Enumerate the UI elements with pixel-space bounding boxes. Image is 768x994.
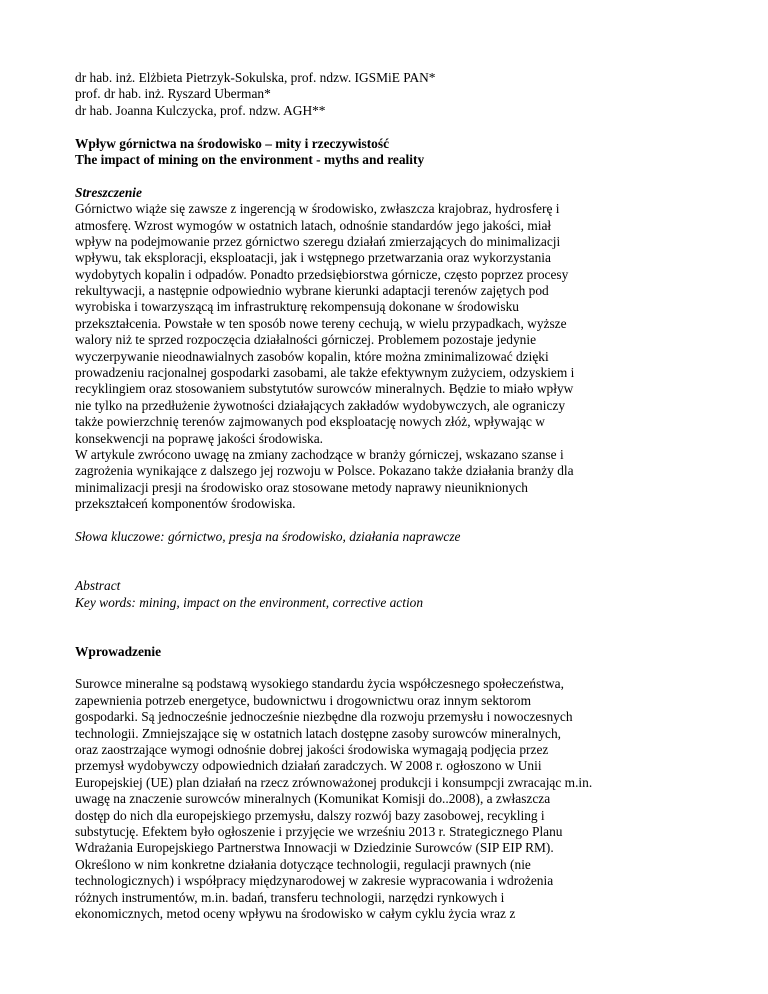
keywords-polish: Słowa kluczowe: górnictwo, presja na środowisko, działania naprawcze: [75, 528, 461, 544]
introduction-line: technologicznych) i współpracy międzynarodowej w zakresie wypracowania i wdrożenia: [75, 873, 554, 889]
introduction-line: przemysł wydobywczy odpowiednich działań zaradczych. W 2008 r. ogłoszono w Unii: [75, 758, 542, 774]
introduction-section: [75, 644, 707, 923]
introduction-line: substytucję. Efektem było ogłoszenie i przyjęcie we wrześniu 2013 r. Strategicznego Planu: [75, 823, 563, 839]
summary-line: przekształcenia. Powstałe w ten sposób nowe tereny cechują, w wielu przypadkach, wyższe: [75, 315, 567, 331]
title-polish: Wpływ górnictwa na środowisko – mity i rzeczywistość: [75, 135, 390, 151]
introduction-line: ekonomicznych, metod oceny wpływu na środowisko w całym cyklu życia wraz z: [75, 905, 516, 921]
summary-line: recyklingiem oraz stosowaniem substytutów surowców mineralnych. Będzie to miało wpływ: [75, 381, 574, 397]
summary-line: wpływu, tak eksploracji, eksploatacji, jak i wstępnego przetwarzania oraz wykorzystania: [75, 250, 551, 266]
introduction-line: Surowce mineralne są podstawą wysokiego standardu życia współczesnego społeczeństwa,: [75, 676, 564, 692]
summary-line: Górnictwo wiąże się zawsze z ingerencją w środowisko, zwłaszcza krajobraz, hydrosferę i: [75, 201, 560, 217]
summary-line: konsekwencji na poprawę jakości środowiska.: [75, 430, 324, 446]
introduction-line: technologii. Zmniejszające się w ostatnich latach dostępne zasoby surowców mineralnych,: [75, 725, 561, 741]
author-block: [75, 70, 707, 119]
summary-section: [75, 185, 707, 513]
summary-line: wpływ na podejmowanie przez górnictwo szeregu działań zmierzających do minimalizacji: [75, 233, 561, 249]
introduction-line: Europejskiej (UE) plan działań na rzecz zrównoważonej produkcji i konsumpcji zwracając m.in.: [75, 774, 593, 790]
summary-line: atmosferę. Wzrost wymogów w ostatnich latach, odnośnie standardów jego jakości, miał: [75, 217, 552, 233]
introduction-line: dostęp do nich dla europejskiego przemysłu, dalszy rozwój bazy zasobowej, recykling i: [75, 807, 545, 823]
summary-line: nie tylko na przedłużenie żywotności działających zakładów wydobywczych, ale ograniczy: [75, 397, 566, 413]
summary-line: prowadzeniu racjonalnej gospodarki zasobami, ale także efektywnym zużyciem, odzyskiem i: [75, 365, 575, 381]
introduction-heading: Wprowadzenie: [75, 643, 162, 659]
summary-line: minimalizacji presji na środowisko oraz stosowane metody naprawy nieuniknionych: [75, 479, 528, 495]
introduction-line: Określono w nim konkretne działania dotyczące technologii, regulacji prawnych (nie: [75, 856, 531, 872]
title-block: [75, 136, 707, 169]
summary-line: wyrobiska i towarzyszącą im infrastrukturę rekompensują dokonane w środowisku: [75, 299, 520, 315]
summary-line: W artykule zwrócono uwagę na zmiany zachodzące w branży górniczej, wskazano szanse i: [75, 446, 564, 462]
summary-line: wydobytych kopalin i odpadów. Ponadto przedsiębiorstwa górnicze, często poprzez procesy: [75, 266, 569, 282]
abstract-heading: Abstract: [75, 578, 121, 594]
summary-line: rekultywacji, a następnie odpowiednio wybrane kierunki adaptacji terenów zajętych pod: [75, 283, 549, 299]
keywords-english: Key words: mining, impact on the environment, corrective action: [75, 594, 424, 610]
introduction-line: oraz zaostrzające wymogi odnośnie dobrej jakości środowiska wymagają podjęcia przez: [75, 742, 549, 758]
summary-line: także powierzchnię terenów zajmowanych pod eksploatację nowych złóż, wpływając w: [75, 414, 545, 430]
introduction-line: uwagę na znaczenie surowców mineralnych (Komunikat Komisji do..2008), a zwłaszcza: [75, 791, 551, 807]
summary-line: wyczerpywanie nieodnawialnych zasobów kopalin, które można zminimalizować dzięki: [75, 348, 549, 364]
summary-heading: Streszczenie: [75, 184, 142, 200]
abstract-section: [75, 578, 707, 611]
introduction-line: zapewnienia potrzeb energetyce, budownictwu i drogownictwu oraz innym sektorom: [75, 692, 532, 708]
author-line: prof. dr hab. inż. Ryszard Uberman*: [75, 86, 271, 102]
summary-line: walory niż te sprzed rozpoczęcia działalności górniczej. Problemem pozostaje jedynie: [75, 332, 537, 348]
introduction-line: różnych instrumentów, m.in. badań, transferu technologii, narzędzi rynkowych i: [75, 889, 505, 905]
author-line: dr hab. inż. Elżbieta Pietrzyk-Sokulska, prof. ndzw. IGSMiE PAN*: [75, 70, 436, 85]
introduction-line: Wdrażania Europejskiego Partnerstwa Innowacji w Dziedzinie Surowców (SIP EIP RM).: [75, 840, 554, 856]
document-page: [75, 70, 707, 922]
title-english: The impact of mining on the environment - myths and reality: [75, 151, 425, 167]
introduction-line: gospodarki. Są jednocześnie jednocześnie niezbędne dla rozwoju przemysłu i nowoczesnych: [75, 709, 573, 725]
summary-line: przekształceń komponentów środowiska.: [75, 496, 296, 512]
author-line: dr hab. Joanna Kulczycka, prof. ndzw. AGH**: [75, 102, 326, 118]
summary-line: zagrożenia wynikające z dalszego jej rozwoju w Polsce. Pokazano także działania branży dla: [75, 463, 574, 479]
